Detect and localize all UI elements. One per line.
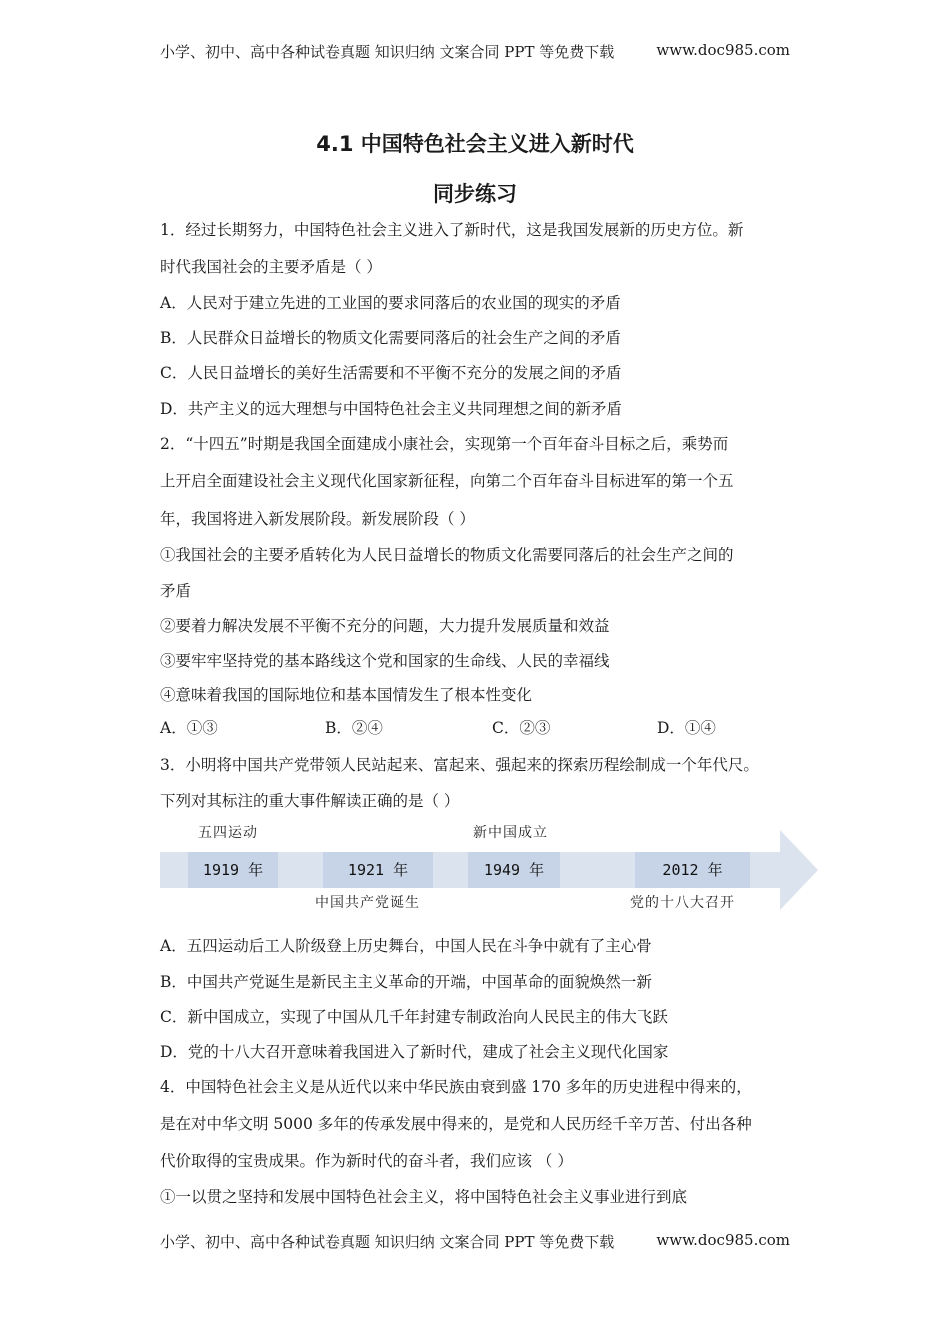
page-title: 4.1 中国特色社会主义进入新时代: [316, 132, 634, 156]
q1-stem-line-1: 1．经过长期努力，中国特色社会主义进入了新时代，这是我国发展新的历史方位。新: [160, 221, 744, 239]
timeline-label-cpc-founded: 中国共产党诞生: [315, 895, 420, 911]
q2-stem-line-1: 2．“十四五”时期是我国全面建成小康社会，实现第一个百年奋斗目标之后，乘势而: [160, 435, 729, 453]
page-subtitle: 同步练习: [433, 182, 517, 206]
q1-option-b: B．人民群众日益增长的物质文化需要同落后的社会生产之间的矛盾: [160, 329, 621, 347]
q1-stem-line-2: 时代我国社会的主要矛盾是（ ）: [160, 258, 382, 276]
q1-option-a: A．人民对于建立先进的工业国的要求同落后的农业国的现实的矛盾: [160, 294, 621, 312]
q2-option-a: A．①③: [160, 719, 218, 737]
q2-statement-4: ④意味着我国的国际地位和基本国情发生了根本性变化: [160, 686, 533, 704]
q1-option-c: C．人民日益增长的美好生活需要和不平衡不充分的发展之间的矛盾: [160, 364, 622, 382]
q2-option-c: C．②③: [492, 719, 551, 737]
q4-stem-line-1: 4．中国特色社会主义是从近代以来中华民族由衰到盛 170 多年的历史进程中得来的，: [160, 1078, 752, 1096]
header-left-text: 小学、初中、高中各种试卷真题 知识归纳 文案合同 PPT 等免费下载: [160, 43, 615, 61]
q2-statement-3: ③要牢牢坚持党的基本路线这个党和国家的生命线、人民的幸福线: [160, 652, 610, 670]
timeline-label-may-fourth: 五四运动: [198, 825, 258, 841]
footer-left-text: 小学、初中、高中各种试卷真题 知识归纳 文案合同 PPT 等免费下载: [160, 1233, 615, 1251]
timeline-year-1919: 1919 年: [188, 852, 278, 888]
q3-option-a: A．五四运动后工人阶级登上历史舞台，中国人民在斗争中就有了主心骨: [160, 937, 652, 955]
q3-stem-line-1: 3．小明将中国共产党带领人民站起来、富起来、强起来的探索历程绘制成一个年代尺。: [160, 756, 759, 774]
q2-statement-1a: ①我国社会的主要矛盾转化为人民日益增长的物质文化需要同落后的社会生产之间的: [160, 546, 734, 564]
page-header: [160, 41, 790, 62]
q2-stem-line-2: 上开启全面建设社会主义现代化国家新征程，向第二个百年奋斗目标进军的第一个五: [160, 472, 734, 490]
q4-stem-line-2: 是在对中华文明 5000 多年的传承发展中得来的，是党和人民历经千辛万苦、付出各种: [160, 1115, 752, 1133]
timeline-year-1949: 1949 年: [468, 852, 560, 888]
timeline-label-new-china: 新中国成立: [473, 825, 548, 841]
q4-stem-line-3: 代价取得的宝贵成果。作为新时代的奋斗者，我们应该 （ ）: [160, 1152, 573, 1170]
footer-url[interactable]: www.doc985.com: [656, 1231, 790, 1249]
q2-option-b: B．②④: [325, 719, 383, 737]
timeline-year-2012: 2012 年: [635, 852, 750, 888]
q2-statement-2: ②要着力解决发展不平衡不充分的问题，大力提升发展质量和效益: [160, 617, 610, 635]
q4-statement-1: ①一以贯之坚持和发展中国特色社会主义，将中国特色社会主义事业进行到底: [160, 1188, 688, 1206]
timeline-ruler: [160, 818, 820, 918]
timeline-label-18th-congress: 党的十八大召开: [630, 895, 735, 911]
q3-stem-line-2: 下列对其标注的重大事件解读正确的是（ ）: [160, 792, 460, 810]
q1-option-d: D．共产主义的远大理想与中国特色社会主义共同理想之间的新矛盾: [160, 400, 622, 418]
q2-stem-line-3: 年，我国将进入新发展阶段。新发展阶段（ ）: [160, 510, 475, 528]
page-footer: [160, 1231, 790, 1252]
q2-statement-1b: 矛盾: [160, 582, 192, 600]
q2-option-d: D．①④: [657, 719, 716, 737]
q3-option-d: D．党的十八大召开意味着我国进入了新时代，建成了社会主义现代化国家: [160, 1043, 669, 1061]
q3-option-b: B．中国共产党诞生是新民主主义革命的开端，中国革命的面貌焕然一新: [160, 973, 652, 991]
q3-option-c: C．新中国成立，实现了中国从几千年封建专制政治向人民民主的伟大飞跃: [160, 1008, 668, 1026]
timeline-year-1921: 1921 年: [323, 852, 433, 888]
header-url[interactable]: www.doc985.com: [656, 41, 790, 59]
